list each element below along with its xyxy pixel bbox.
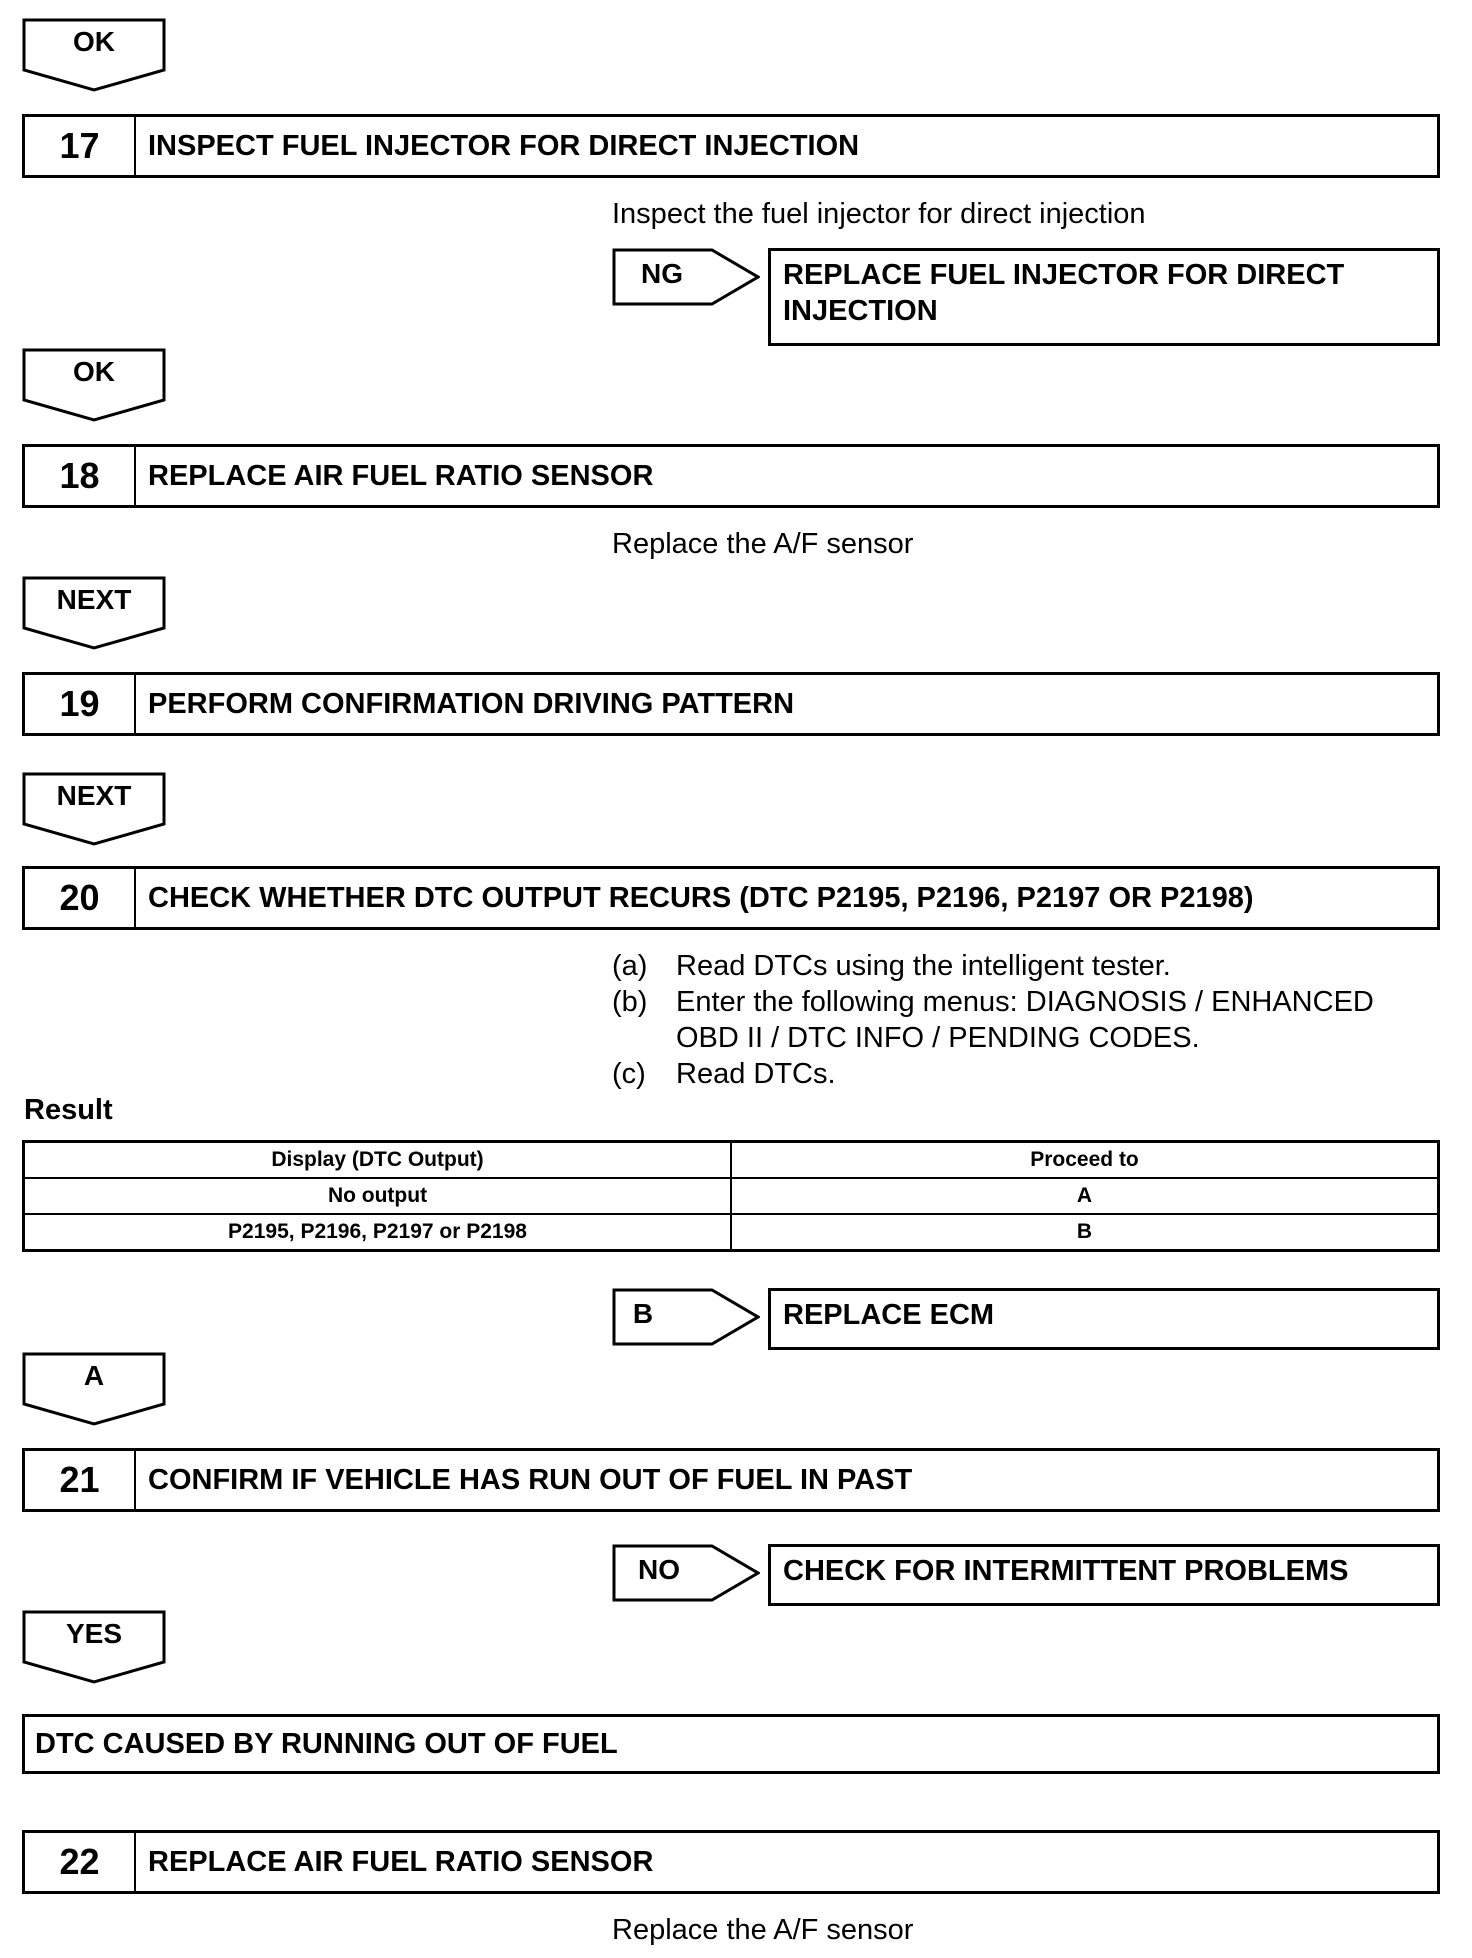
table-header-cell: Display (DTC Output) — [24, 1142, 732, 1179]
arrow-label: A — [83, 1360, 105, 1391]
instruction-item — [612, 948, 1442, 984]
step-number: 20 — [25, 869, 136, 927]
instruction-item — [612, 1056, 1442, 1092]
step-22-box — [22, 1830, 1440, 1894]
a-arrow — [22, 1352, 166, 1426]
instruction-text: Read DTCs. — [676, 1058, 836, 1090]
result-table — [22, 1140, 1440, 1252]
step-17-note: Inspect the fuel injector for direct injection — [612, 198, 1146, 230]
yes-arrow — [22, 1610, 166, 1684]
ng-result-box: REPLACE FUEL INJECTOR FOR DIRECT INJECTION — [768, 248, 1440, 346]
step-17-box — [22, 114, 1440, 178]
table-header-cell: Proceed to — [731, 1142, 1439, 1179]
arrow-label: YES — [65, 1618, 123, 1649]
instruction-label: (c) — [612, 1058, 646, 1090]
step-number: 22 — [25, 1833, 136, 1891]
next-arrow-1 — [22, 576, 166, 650]
instruction-text: Enter the following menus: DIAGNOSIS / ENHANCED OBD II / DTC INFO / PENDING CODES. — [676, 986, 1374, 1054]
step-19-box — [22, 672, 1440, 736]
table-cell: No output — [24, 1178, 732, 1214]
arrow-label: NEXT — [56, 780, 132, 811]
arrow-label: B — [632, 1298, 654, 1329]
step-21-box — [22, 1448, 1440, 1512]
ng-arrow — [612, 248, 760, 306]
arrow-label: OK — [73, 26, 115, 57]
step-20-box — [22, 866, 1440, 930]
step-22-note: Replace the A/F sensor — [612, 1914, 914, 1946]
arrow-label: NO — [638, 1554, 680, 1585]
step-number: 17 — [25, 117, 136, 175]
final-cause-box: DTC CAUSED BY RUNNING OUT OF FUEL — [22, 1714, 1440, 1774]
result-heading: Result — [24, 1094, 113, 1126]
no-arrow — [612, 1544, 760, 1602]
step-number: 18 — [25, 447, 136, 505]
b-result-box: REPLACE ECM — [768, 1288, 1440, 1350]
step-18-note: Replace the A/F sensor — [612, 528, 914, 560]
arrow-label: OK — [73, 356, 115, 387]
step-title: REPLACE AIR FUEL RATIO SENSOR — [148, 459, 654, 492]
step-number: 21 — [25, 1451, 136, 1509]
step-title: REPLACE AIR FUEL RATIO SENSOR — [148, 1845, 654, 1878]
step-20-instructions — [612, 948, 1442, 1092]
ok-arrow-1 — [22, 18, 166, 92]
table-cell: B — [731, 1214, 1439, 1251]
no-result-box: CHECK FOR INTERMITTENT PROBLEMS — [768, 1544, 1440, 1606]
step-number: 19 — [25, 675, 136, 733]
step-title: CONFIRM IF VEHICLE HAS RUN OUT OF FUEL IN PAST — [148, 1463, 913, 1496]
next-arrow-2 — [22, 772, 166, 846]
table-row — [24, 1178, 1439, 1214]
instruction-label: (a) — [612, 950, 648, 982]
table-row — [24, 1214, 1439, 1251]
instruction-label: (b) — [612, 986, 648, 1018]
step-18-box — [22, 444, 1440, 508]
table-cell: A — [731, 1178, 1439, 1214]
step-title: CHECK WHETHER DTC OUTPUT RECURS (DTC P2195, P2196, P2197 OR P2198) — [148, 881, 1254, 914]
instruction-text: Read DTCs using the intelligent tester. — [676, 950, 1171, 982]
table-header-row — [24, 1142, 1439, 1179]
instruction-item — [612, 984, 1442, 1056]
step-title: INSPECT FUEL INJECTOR FOR DIRECT INJECTION — [148, 129, 860, 162]
ok-arrow-2 — [22, 348, 166, 422]
b-arrow — [612, 1288, 760, 1346]
arrow-label: NG — [641, 258, 683, 289]
arrow-label: NEXT — [56, 584, 132, 615]
table-cell: P2195, P2196, P2197 or P2198 — [24, 1214, 732, 1251]
step-title: PERFORM CONFIRMATION DRIVING PATTERN — [148, 687, 795, 720]
